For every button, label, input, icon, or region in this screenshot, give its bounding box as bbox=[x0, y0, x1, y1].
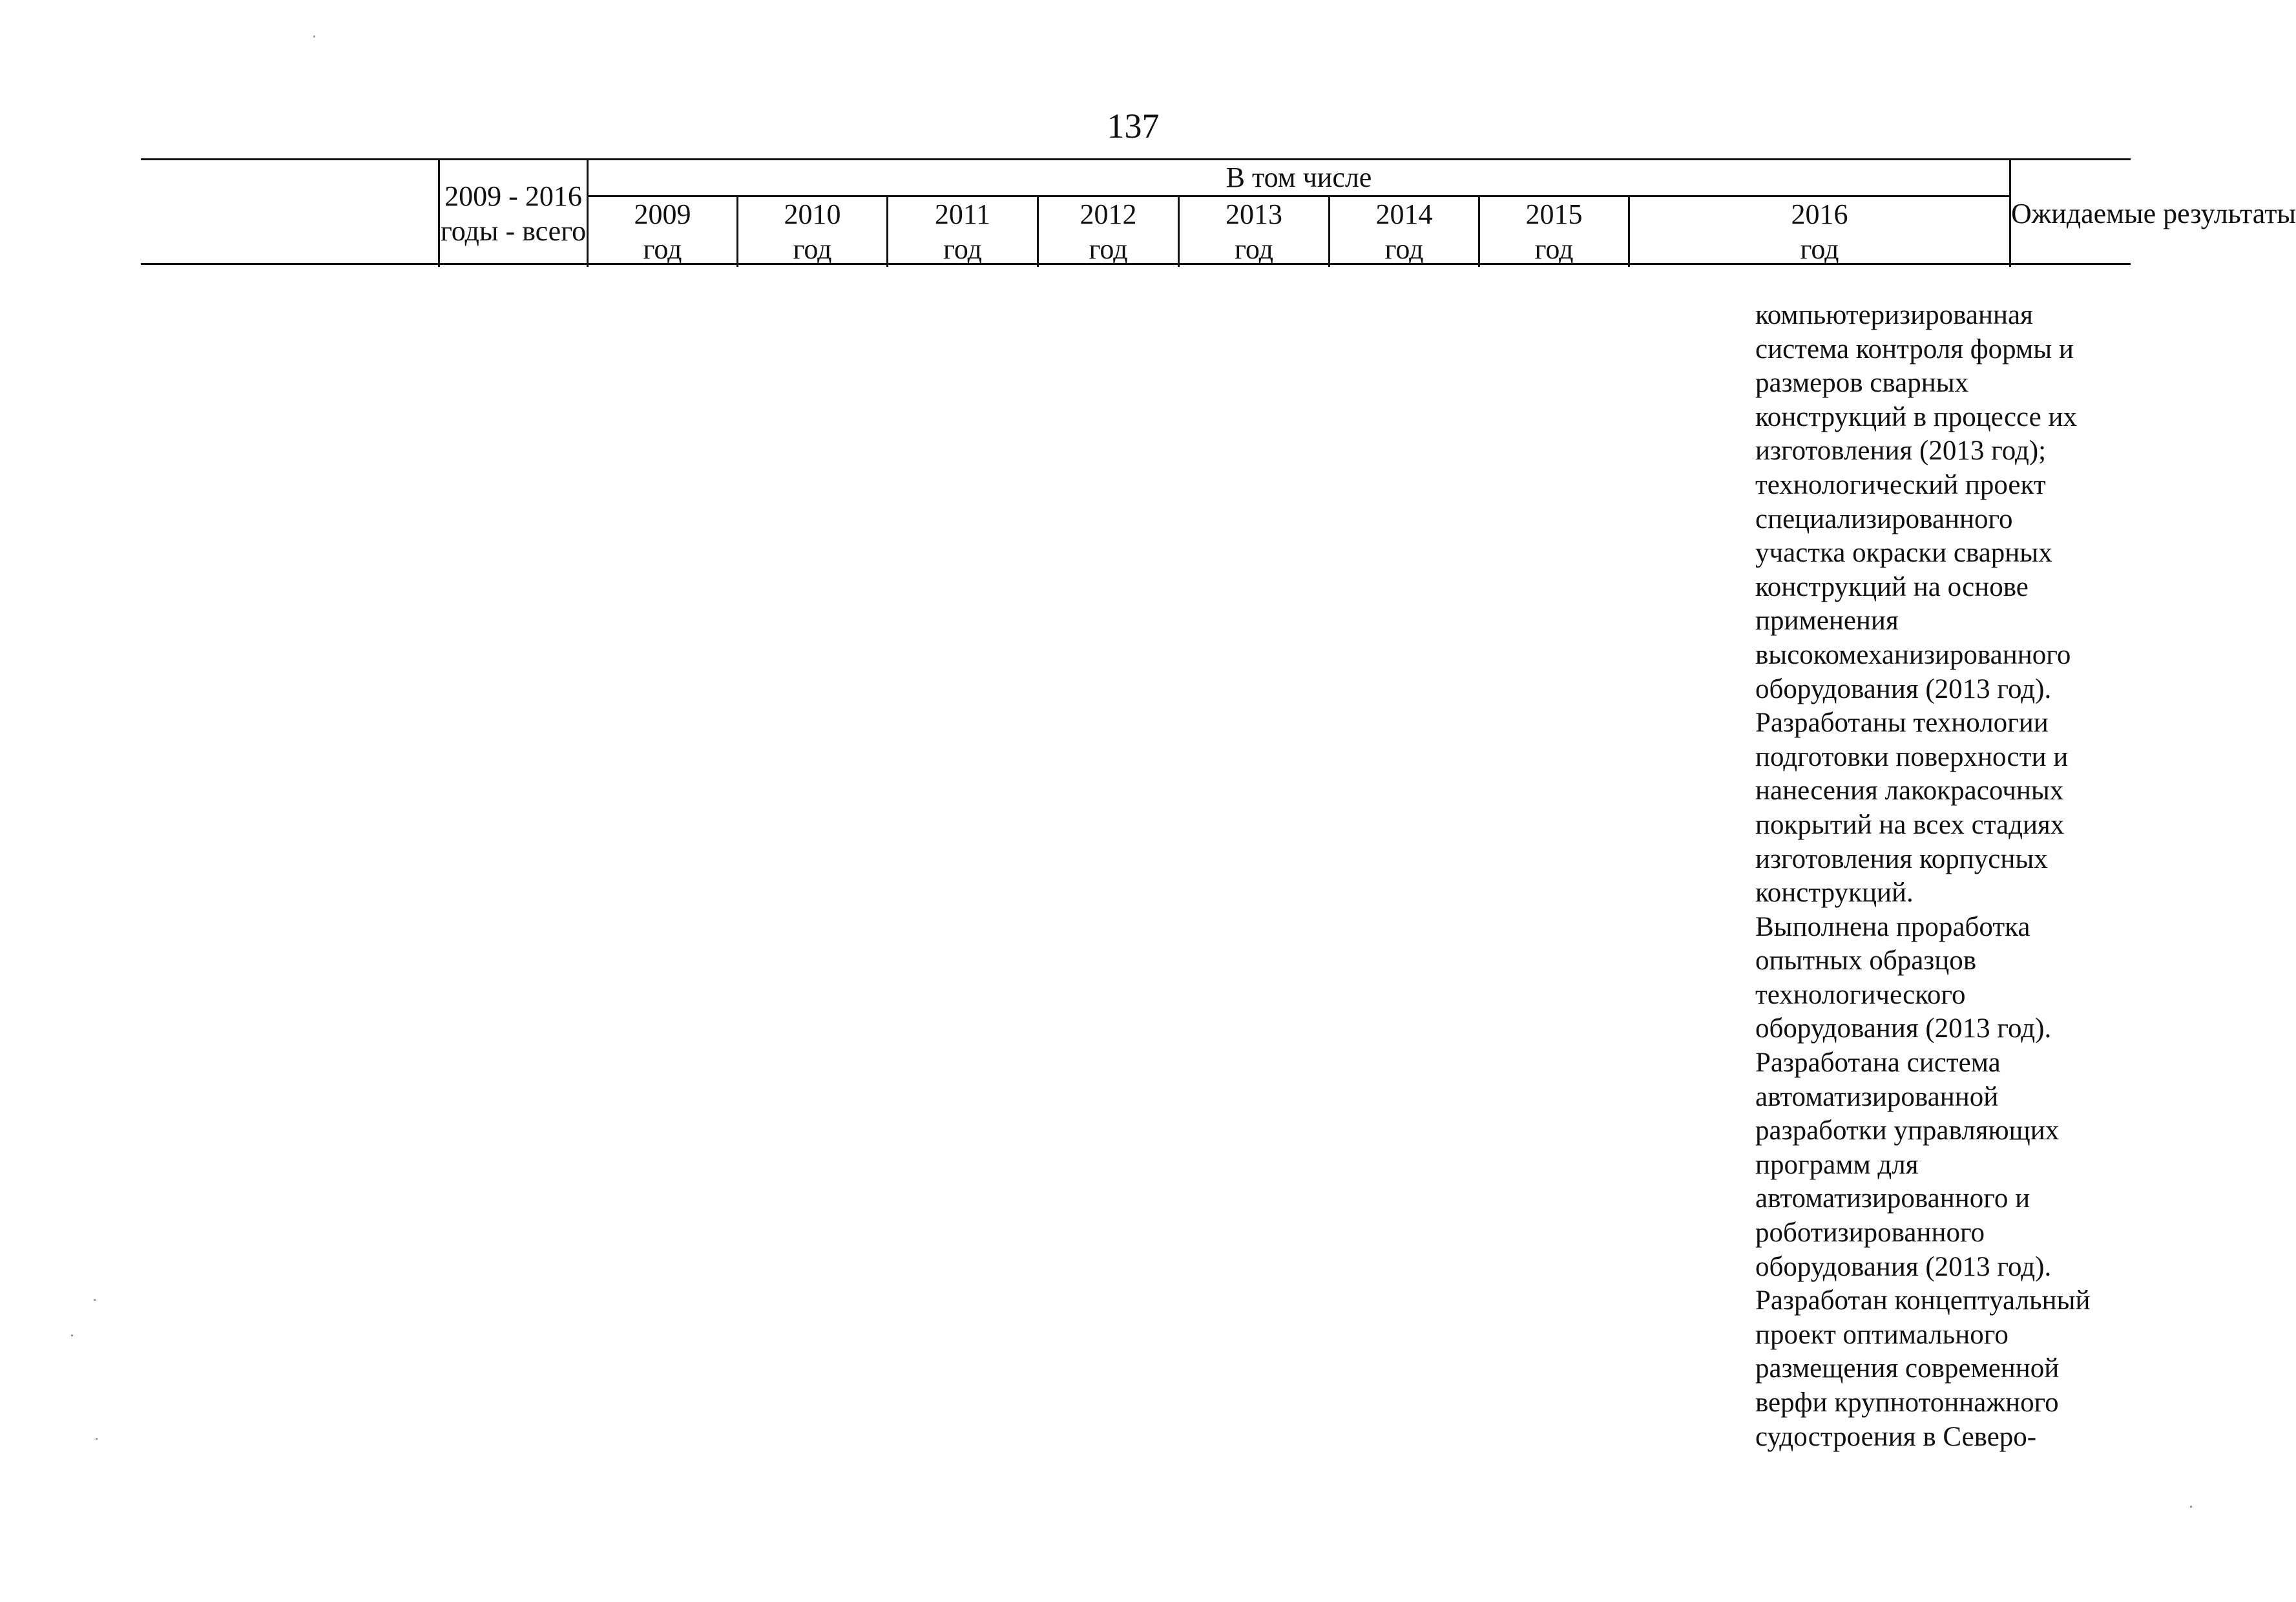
results-line: судостроения в Северо- bbox=[1755, 1421, 2037, 1452]
scan-speck bbox=[313, 36, 315, 37]
scan-speck bbox=[96, 1438, 98, 1440]
header-total-line-1: 2009 - 2016 bbox=[444, 180, 582, 212]
header-year-2009 bbox=[587, 197, 736, 267]
results-line: размещения современной bbox=[1755, 1353, 2060, 1384]
results-line: верфи крупнотоннажного bbox=[1755, 1387, 2059, 1418]
results-line: система контроля формы и bbox=[1755, 333, 2074, 364]
results-line: Разработана система bbox=[1755, 1048, 2001, 1079]
scan-speck bbox=[71, 1334, 73, 1336]
header-group-label: В том числе bbox=[587, 160, 2009, 197]
results-line: роботизированного bbox=[1755, 1217, 1985, 1249]
year-label: 2009 bbox=[634, 198, 691, 230]
year-label: 2015 bbox=[1525, 198, 1583, 230]
header-year-2011 bbox=[886, 197, 1037, 267]
year-unit: год bbox=[1534, 233, 1574, 265]
results-line: изготовления (2013 год); bbox=[1755, 436, 2047, 467]
header-total-cell bbox=[438, 160, 587, 267]
results-line: проект оптимального bbox=[1755, 1319, 2009, 1350]
header-year-2016 bbox=[1628, 197, 2009, 267]
results-line: конструкций на основе bbox=[1755, 571, 2029, 602]
results-line: высокомеханизированного bbox=[1755, 639, 2071, 670]
year-label: 2012 bbox=[1080, 198, 1137, 230]
scan-speck bbox=[2190, 1506, 2192, 1508]
results-line: применения bbox=[1755, 606, 1899, 637]
results-line: компьютеризированная bbox=[1755, 300, 2033, 330]
results-line: конструкций в процессе их bbox=[1755, 401, 2078, 432]
year-label: 2016 bbox=[1791, 198, 1848, 230]
year-unit: год bbox=[1089, 233, 1128, 265]
results-line: покрытий на всех стадиях bbox=[1755, 809, 2065, 840]
results-line: технологический проект bbox=[1755, 469, 2046, 500]
header-year-2014 bbox=[1328, 197, 1478, 267]
year-unit: год bbox=[1800, 233, 1839, 265]
header-blank-cell bbox=[141, 160, 438, 267]
scan-speck bbox=[94, 1299, 96, 1301]
results-line: оборудования (2013 год). bbox=[1755, 673, 2052, 704]
results-line: подготовки поверхности и bbox=[1755, 741, 2069, 772]
results-line: конструкций. bbox=[1755, 878, 1914, 909]
year-unit: год bbox=[943, 233, 983, 265]
results-line: участка окраски сварных bbox=[1755, 538, 2052, 569]
year-label: 2014 bbox=[1375, 198, 1433, 230]
results-line: программ для bbox=[1755, 1149, 1919, 1180]
year-unit: год bbox=[1384, 233, 1424, 265]
year-label: 2011 bbox=[934, 198, 991, 230]
results-line: опытных образцов bbox=[1755, 945, 1977, 976]
results-line: разработки управляющих bbox=[1755, 1115, 2060, 1146]
year-label: 2010 bbox=[784, 198, 841, 230]
results-line: автоматизированного и bbox=[1755, 1183, 2030, 1214]
page-number: 137 bbox=[1107, 107, 1160, 145]
year-unit: год bbox=[793, 233, 832, 265]
results-line: Выполнена проработка bbox=[1755, 911, 2030, 942]
results-line: Разработан концептуальный bbox=[1755, 1285, 2091, 1316]
header-year-2013 bbox=[1178, 197, 1328, 267]
year-unit: год bbox=[643, 233, 682, 265]
results-line: Разработаны технологии bbox=[1755, 708, 2049, 739]
year-unit: год bbox=[1234, 233, 1274, 265]
expected-results-text bbox=[1755, 299, 2143, 1454]
results-line: оборудования (2013 год). bbox=[1755, 1251, 2052, 1282]
table-header bbox=[141, 158, 2296, 265]
header-year-2015 bbox=[1478, 197, 1628, 267]
results-line: изготовления корпусных bbox=[1755, 843, 2048, 874]
results-line: технологического bbox=[1755, 979, 1966, 1010]
results-line: размеров сварных bbox=[1755, 368, 1969, 399]
header-year-2012 bbox=[1037, 197, 1178, 267]
header-total-line-2: годы - всего bbox=[440, 215, 587, 247]
header-results-label: Ожидаемые результаты bbox=[2009, 160, 2296, 267]
header-year-2010 bbox=[736, 197, 886, 267]
results-line: специализированного bbox=[1755, 503, 2013, 534]
year-label: 2013 bbox=[1226, 198, 1282, 230]
results-line: автоматизированной bbox=[1755, 1081, 1999, 1112]
results-line: оборудования (2013 год). bbox=[1755, 1013, 2052, 1044]
results-line: нанесения лакокрасочных bbox=[1755, 775, 2064, 806]
